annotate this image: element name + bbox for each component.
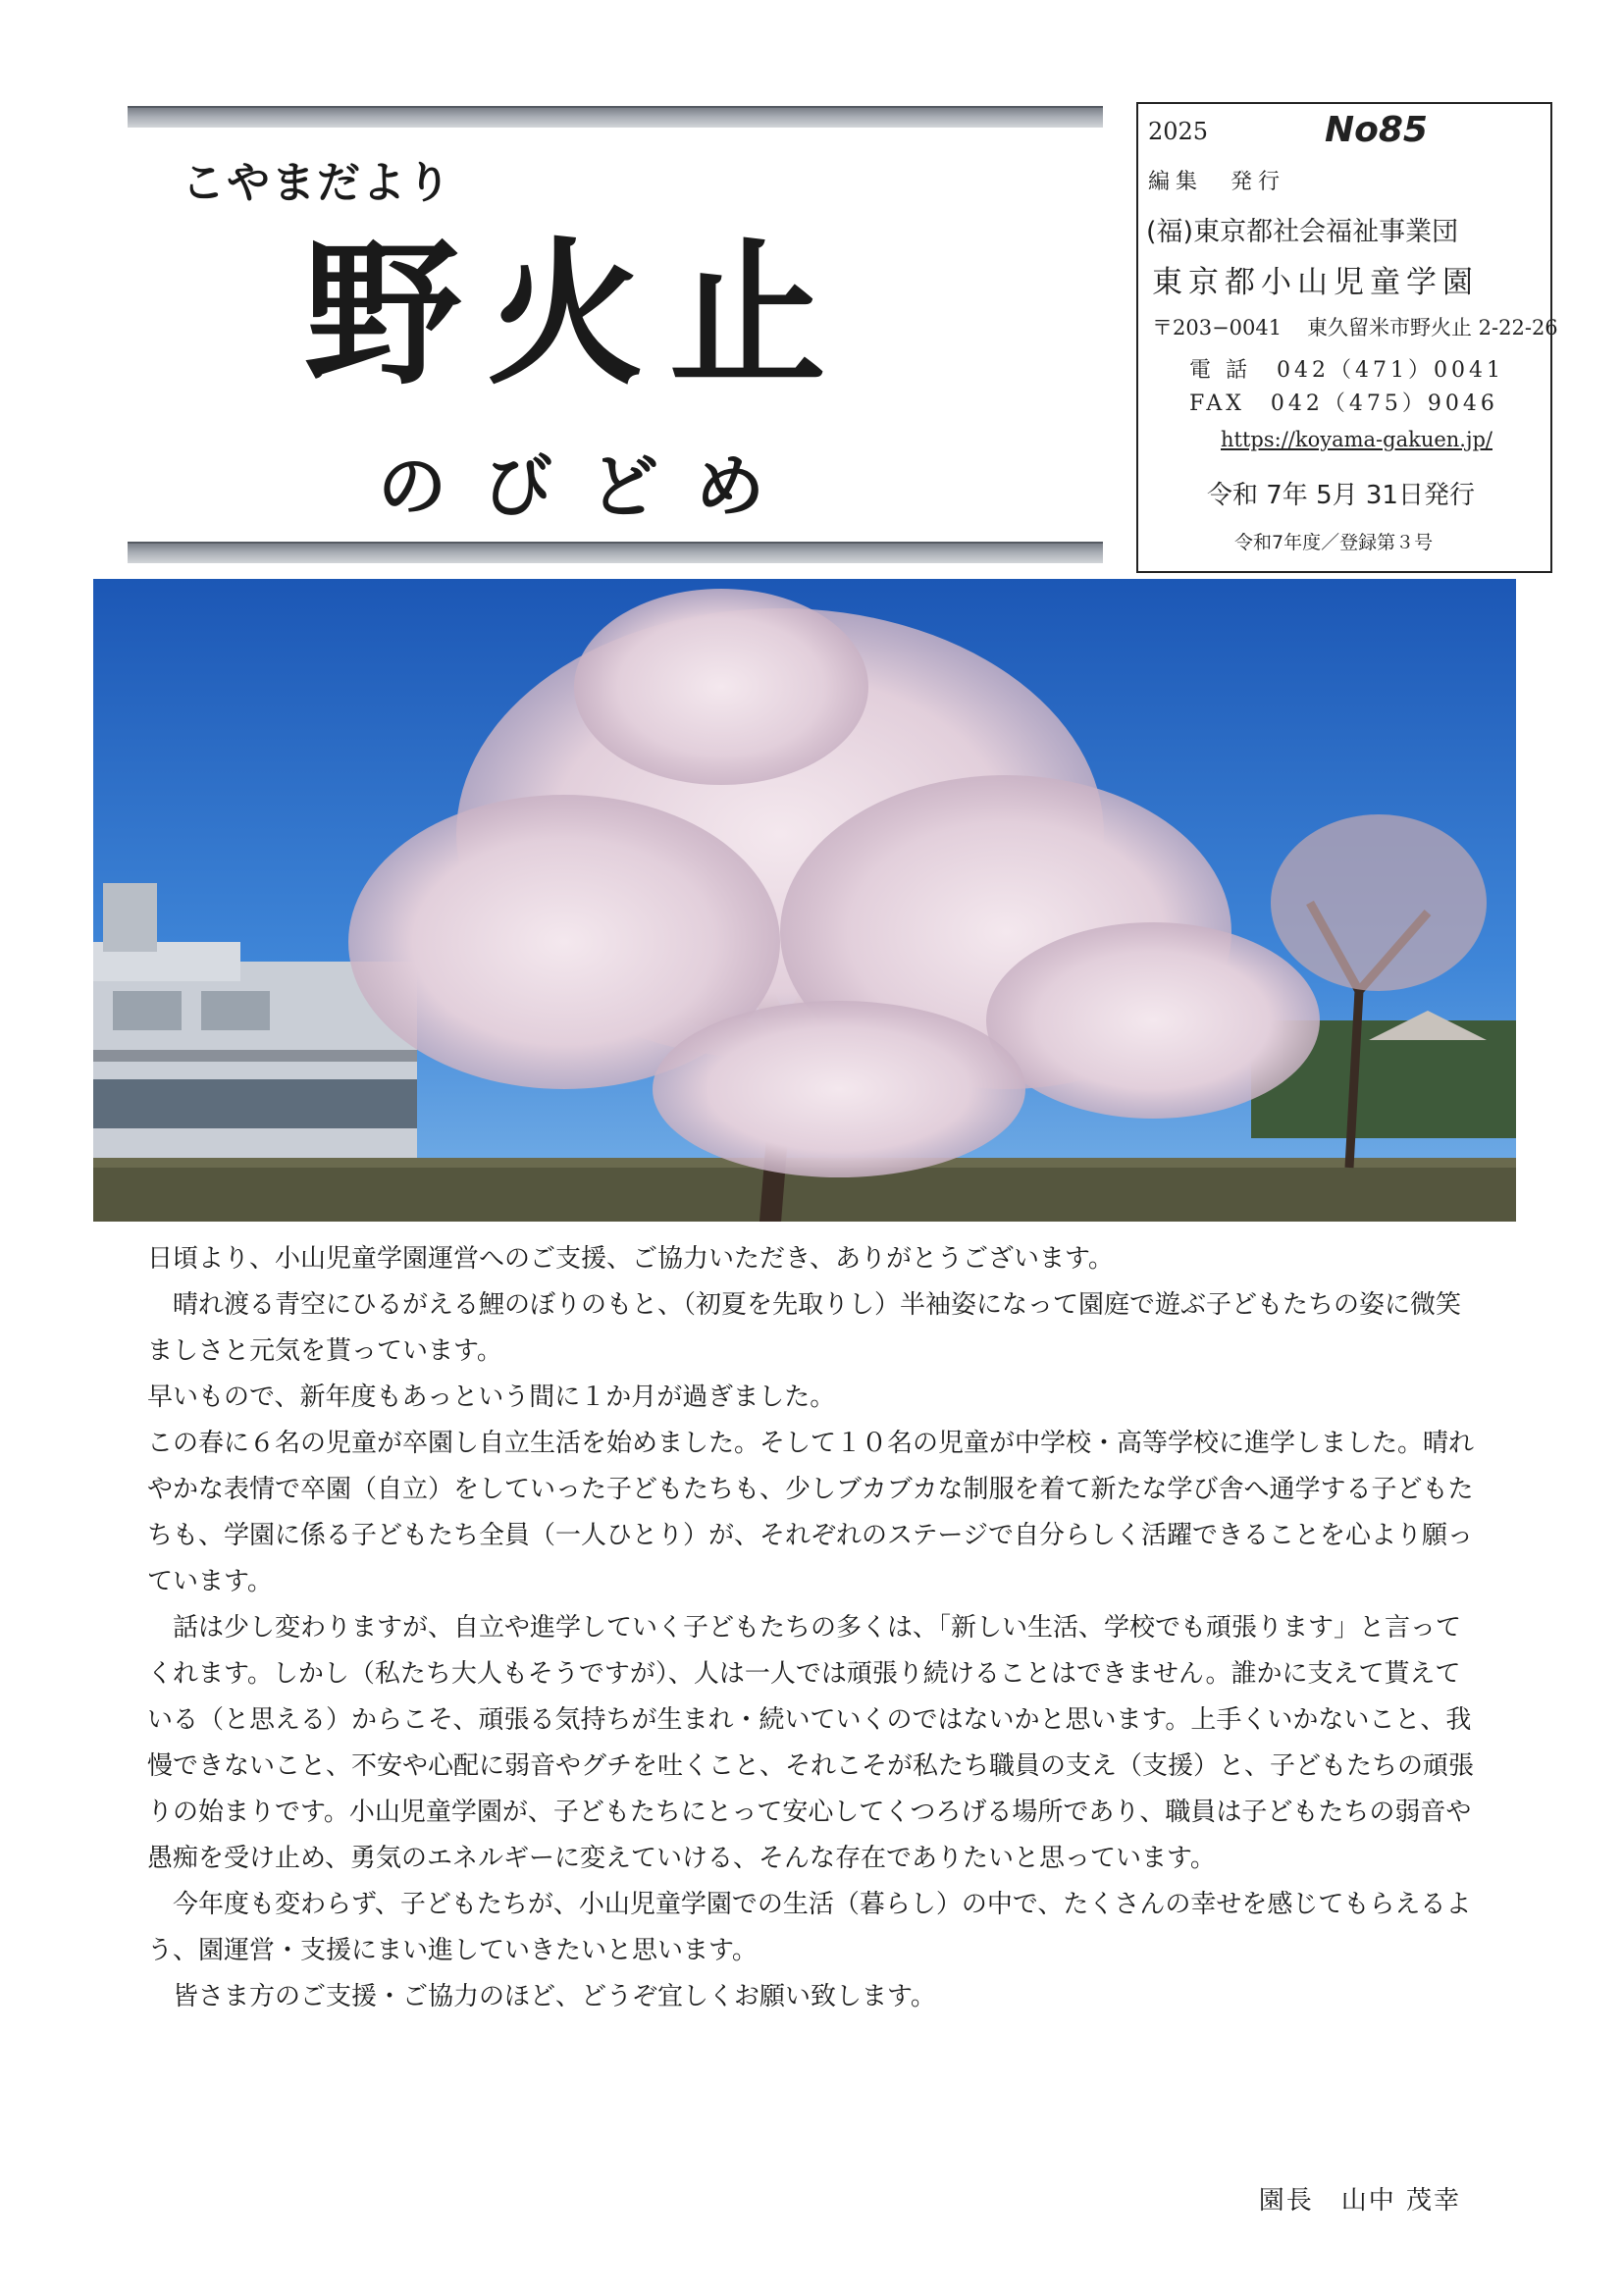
fax-number: FAX 042（475）9046 — [1189, 391, 1498, 416]
paragraph: 日頃より、小山児童学園運営へのご支援、ご協力いただき、ありがとうございます。 — [147, 1244, 1114, 1274]
paragraph: 今年度も変わらず、子どもたちが、小山児童学園での生活（暮らし）の中で、たくさんの幸せを感じてもらえるよう、園運営・支援にまい進していきたいと思います。 — [147, 1890, 1472, 1965]
issue-year: 2025 — [1148, 118, 1209, 145]
phone-number: 電 話 042（471）0041 — [1189, 358, 1504, 383]
organization-name: (福)東京都社会福祉事業団 — [1146, 217, 1459, 247]
paragraph: 晴れ渡る青空にひるがえる鯉のぼりのもと、（初夏を先取りし）半袖姿になって園庭で遊ぶ子どもたちの姿に微笑ましさと元気を貰っています。 — [147, 1290, 1462, 1366]
registration-number: 令和7年度／登録第３号 — [1234, 532, 1434, 553]
issue-date: 令和 7年 5月 31日発行 — [1207, 481, 1475, 510]
greeting-text — [147, 1236, 1482, 2020]
publisher-info-box — [1136, 102, 1558, 573]
website-link[interactable]: https://koyama-gakuen.jp/ — [1221, 428, 1492, 451]
postal-code: 〒203−0041 — [1152, 316, 1283, 339]
edit-publish-label: 編集 発行 — [1148, 170, 1286, 194]
issue-number: No85 — [1325, 110, 1428, 150]
newsletter-subtitle: のびどめ — [378, 446, 802, 527]
paragraph: 皆さま方のご支援・ご協力のほど、どうぞ宜しくお願い致します。 — [173, 1982, 936, 2011]
paragraph: この春に６名の児童が卒園し自立生活を始めました。そして１０名の児童が中学校・高等学校に進学しました。晴れやかな表情で卒園（自立）をしていった子どもたちも、少しブカブカな制服を着て新たな学び舎へ通学する子どもたちも、学園に係る子どもたち全員（一人ひとり）が、それぞれのステージで自分らしく活躍できることを心より願っています。 — [147, 1429, 1475, 1596]
principal-signature: 園長 山中 茂幸 — [1258, 2186, 1461, 2216]
paragraph: 早いもので、新年度もあっという間に１か月が過ぎました。 — [147, 1383, 836, 1412]
cherry-blossom-photo — [93, 579, 1516, 1222]
school-name: 東京都小山児童学園 — [1152, 265, 1479, 300]
series-title: こやまだより — [182, 158, 452, 208]
paragraph: 話は少し変わりますが、自立や進学していく子どもたちの多くは、「新しい生活、学校でも頑張ります」と言ってくれます。しかし（私たち大人もそうですが）、人は一人では頑張り続けることはできません。誰かに支えて貰えている（と思える）からこそ、頑張る気持ちが生まれ・続いていくのではないかと思います。上手くいかないこと、我慢できないこと、不安や心配に弱音やグチを吐くこと、それこそが私たち職員の支え（支援）と、子どもたちの頑張りの始まりです。小山児童学園が、子どもたちにとって安心してくつろげる場所であり、職員は子どもたちの弱音や愚痴を受け止め、勇気のエネルギーに変えていける、そんな存在でありたいと思っています。 — [147, 1613, 1475, 1873]
header-rule-top — [128, 106, 1103, 128]
address: 東久留米市野火止 2-22-26 — [1307, 316, 1558, 339]
header-rule-bottom — [128, 542, 1103, 563]
newsletter-title: 野火止 — [304, 222, 853, 406]
